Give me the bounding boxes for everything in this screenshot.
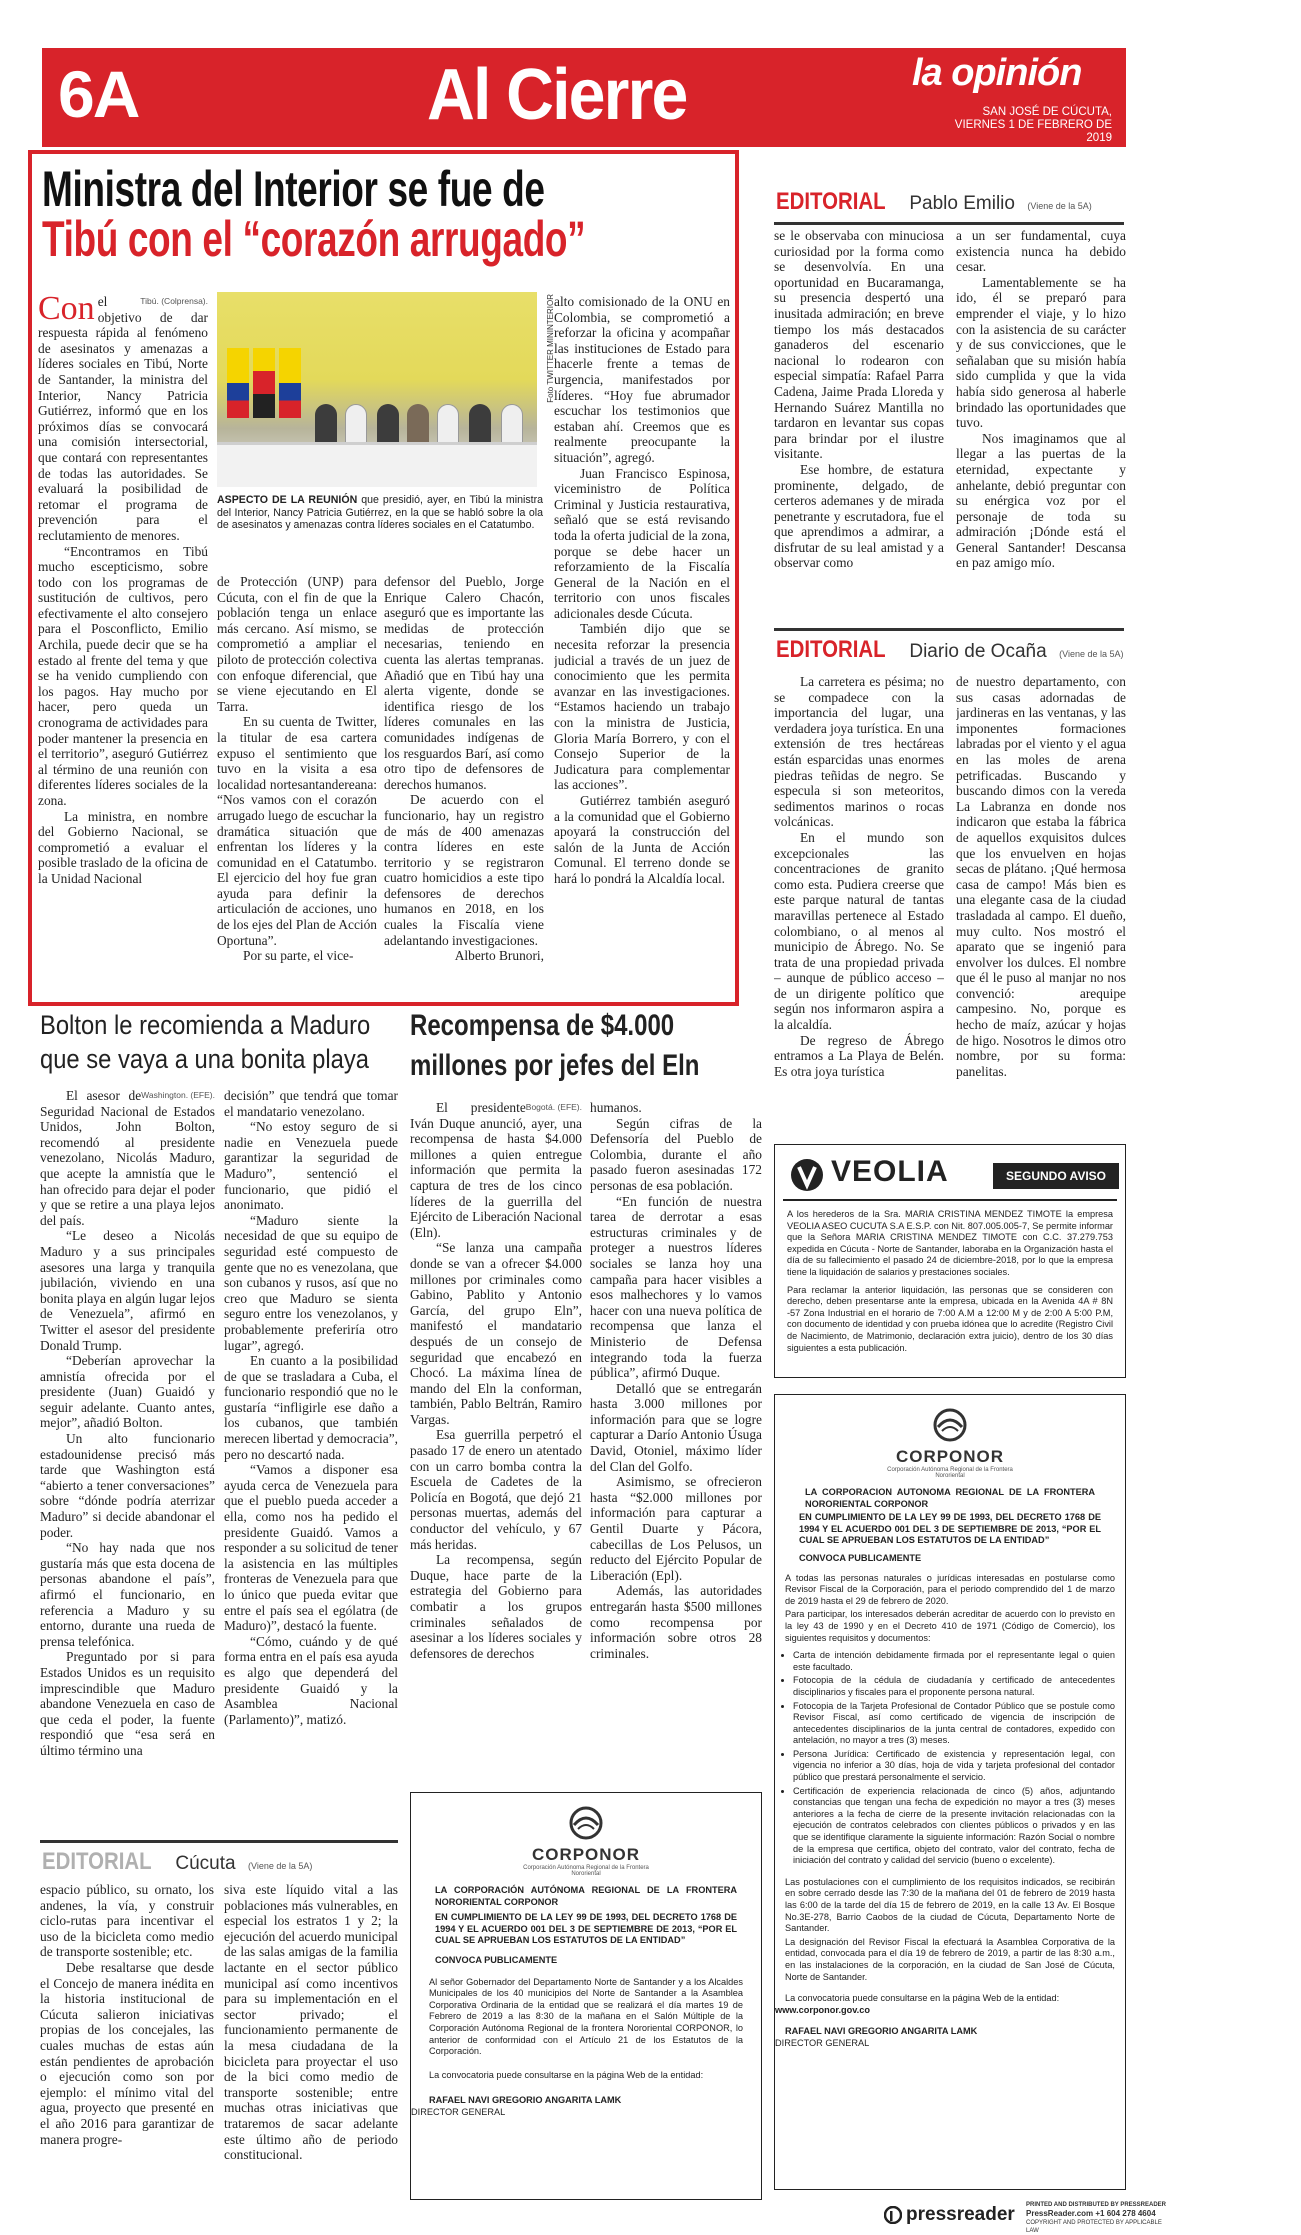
pressreader-line3: COPYRIGHT AND PROTECTED BY APPLICABLE LAW bbox=[1026, 2220, 1162, 2234]
section-title: Al Cierre bbox=[427, 55, 687, 135]
dateline-city: SAN JOSÉ DE CÚCUTA, bbox=[982, 106, 1112, 118]
dateline bbox=[942, 106, 1112, 145]
pressreader-line2: PressReader.com +1 604 278 4604 bbox=[1026, 2209, 1156, 2218]
bolton-headline[interactable] bbox=[40, 1008, 370, 1076]
requirement-item: • Fotocopia de la Tarjeta Profesional de Contador Público que se postule como Revisor Fiscal, así como certificado de vigencia de inscripción de antecedentes disciplinarios de la junta central de contadores, expedido con antelación, no mayor a tres (3) meses. bbox=[793, 1701, 1115, 1747]
editorial-note: (Viene de la 5A) bbox=[1027, 201, 1092, 211]
bolton-byline: Washington. (EFE). bbox=[141, 1090, 215, 1100]
recompensa-paragraph: Asimismo, se ofrecieron hasta “$2.000 millones por información para capturar a Gentil Duarte y Pácora, cabecillas de Los Pelusos, un reducto del Ejército Popular de Liberación (Epl). bbox=[590, 1474, 762, 1583]
newspaper-logo[interactable]: la opinión bbox=[912, 52, 1082, 94]
divider bbox=[40, 1840, 398, 1843]
recompensa-paragraph: Según cifras de la Defensoría del Pueblo de Colombia, durante el año pasado fueron asesinadas 172 personas de esa población. bbox=[590, 1115, 762, 1193]
corponor-logo bbox=[411, 1803, 761, 1877]
lead-paragraph: “Encontramos en Tibú mucho escepticismo, sobre todo con los programas de sustitución de cultivos, pero efectivamente el alto consejero para el Posconflicto, Emilio Archila, puede decir que se ha estado al frente del tema y que se ha venido cumpliendo con los pagos. Hay mucho por hacer, pero queda un cronograma de actividades para poder mantener la presencia en el territorio”, aseguró Gutiérrez al término de una reunión con diferentes líderes sociales de la zona. bbox=[38, 543, 208, 808]
editorial-paragraph: se le observaba con minuciosa curiosidad por la forma como se desenvolvía. En una oportunidad en Bucaramanga, su presencia despertó una inusitada admiración; en breve tiempo los más destacados ganaderos del escenario nacional lo rodearon con especial simpatía: Rafael Parra Cadena, Jaime Prada Lloreda y Hernando Suárez Mantilla no tardaron en levantar sus copas para brindar por el ilustre visitante. bbox=[774, 228, 944, 462]
lead-headline-line1[interactable]: Ministra del Interior se fue de bbox=[42, 161, 545, 217]
corponor-logo bbox=[775, 1405, 1125, 1479]
editorial-label: EDITORIAL bbox=[42, 1848, 152, 1875]
meeting-table bbox=[217, 442, 537, 487]
notice-intro-2: Para participar, los interesados deberán acreditar de acuerdo con lo previsto en la ley 43 de 1990 y en el Decreto 410 de 1971 (Código de Comercio), los siguientes requisitos y documentos: bbox=[785, 1609, 1115, 1643]
divider bbox=[774, 628, 1124, 631]
bolton-paragraph: decisión” que tendrá que tomar el mandatario venezolano. bbox=[224, 1088, 398, 1119]
lead-paragraph: De acuerdo con el funcionario, hay un registro de más de 400 amenazas contra líderes en este territorio y se registraron cuatro homicidios a este tipo defensores de derechos humanos en 2018, en los cuales la Fiscalía viene adelantando investigaciones. bbox=[384, 792, 544, 948]
corponor-tagline: Corporación Autónoma Regional de la Frontera Nororiental bbox=[523, 1865, 649, 1877]
veolia-body: A los herederos de la Sra. MARIA CRISTINA MENDEZ TIMOTE la empresa VEOLIA ASEO CUCUTA S.A E.S.P. con Nit. 807.005.005-7, Se permite informar que la Señora MARIA CRISTINA MENDEZ TIMOTE con C.C. 37.279.753 expedida en Cúcuta - Norte de Santander, laboraba en la Organización hasta el día de su fallecimiento el pasado 24 de diciembre-2018, por lo que la empresa tiene la liquidación de salarios y prestaciones sociales. bbox=[787, 1209, 1113, 1277]
notice-body: Al señor Gobernador del Departamento Norte de Santander y a los Alcaldes Municipales de los 40 municipios del Norte de Santander a la Asamblea Corporativa Ordinaria de la entidad que se realizará el día martes 19 de Febrero de 2019 a las 8:30 de la mañana en el Salón Múltiple de la Corporación Autónoma Regional de la frontera Nororiental CORPONOR, lo anterior de conformidad con el Artículo 21 de los Estatutos de la Corporación. bbox=[429, 1976, 743, 2057]
recompensa-paragraph: El presidente Iván Duque anunció, ayer, una recompensa de hasta $4.000 millones a quien entregue información que permita la captura de tres de los cinco líderes de la guerrilla del Ejército de Liberación Nacional (Eln). bbox=[410, 1100, 582, 1240]
recompensa-paragraph: Detalló que se entregarán hasta 3.000 millones por información para que se logre capturar a Darío Antonio Úsuga David, Otoniel, máximo líder del Clan del Golfo. bbox=[590, 1380, 762, 1474]
caption-text: que presidió, ayer, en Tibú la ministra del Interior, Nancy Patricia Gutiérrez, en la que se habló sobre la ola de asesinatos y amenazas contra líderes sociales en el Catatumbo. bbox=[217, 494, 543, 532]
editorial-ocana-header bbox=[776, 636, 1124, 664]
bolton-headline-line2: que se vaya a una bonita playa bbox=[40, 1044, 369, 1074]
notice-signer-title: DIRECTOR GENERAL bbox=[775, 2037, 870, 2048]
editorial-paragraph: En el mundo son excepcionales las concentraciones de granito como esta. Pudiera creerse que este parque natural de tantas maravillas pertenece al Estado colombiano, o al menos al municipio de Ábrego. No. Se trata de una propiedad privada – aunque de público acceso – de un dirigente político que según nos informaron aspira a la alcaldía. bbox=[774, 829, 944, 1033]
pressreader-info bbox=[1026, 2201, 1176, 2235]
notice-signer: RAFAEL NAVI GREGORIO ANGARITA LAMK bbox=[785, 2026, 978, 2037]
pressreader-brand[interactable]: pressreader bbox=[906, 2204, 1015, 2225]
caption-lead: ASPECTO DE LA REUNIÓN bbox=[217, 494, 358, 506]
editorial-note: (Viene de la 5A) bbox=[248, 1861, 313, 1871]
notice-title: LA CORPORACIÓN AUTÓNOMA REGIONAL DE LA FRONTERA NORORIENTAL CORPONOR bbox=[435, 1885, 737, 1907]
notice-footer: La convocatoria puede consultarse en la página Web de la entidad: bbox=[785, 1993, 1060, 2004]
notice-subtitle: EN CUMPLIMIENTO DE LA LEY 99 DE 1993, DEL DECRETO 1768 DE 1994 Y EL ACUERDO 001 DEL 3 DE SEPTIEMBRE DE 2013, “POR EL CUAL SE APRUEBAN LOS ESTATUTOS DE LA ENTIDAD” bbox=[435, 1912, 737, 1946]
notice-footer: La convocatoria puede consultarse en la página Web de la entidad: bbox=[429, 2069, 704, 2080]
editorial-name: Cúcuta bbox=[175, 1853, 236, 1874]
corponor-emblem-icon bbox=[928, 1405, 972, 1443]
bolton-paragraph: “No estoy seguro de si nadie en Venezuela puede garantizar la seguridad de Maduro”, sentenció el funcionario, que pidió el anonimato. bbox=[224, 1119, 398, 1213]
notice-convoca: CONVOCA PUBLICAMENTE bbox=[799, 1552, 922, 1563]
divider bbox=[774, 222, 1124, 225]
recompensa-headline-line2: millones por jefes del Eln bbox=[410, 1049, 700, 1082]
lead-headline-line2[interactable]: Tibú con el “corazón arrugado” bbox=[42, 211, 586, 267]
notice-title: LA CORPORACION AUTONOMA REGIONAL DE LA FRONTERA NORORIENTAL CORPONOR bbox=[805, 1487, 1095, 1509]
editorial-paragraph: Debe resaltarse que desde el Concejo de manera inédita en la historia institucional de Cúcuta salieron iniciativas propias de los concejales, las cuales muchas de estas aún están pendientes de aprobación o ejecución como son por ejemplo: el mínimo vital del agua, proyecto que presenté en el año 2016 para garantizar de manera progre- bbox=[40, 1959, 214, 2147]
notice-url[interactable]: www.corponor.gov.co bbox=[775, 2004, 870, 2015]
veolia-tag: SEGUNDO AVISO bbox=[993, 1163, 1119, 1189]
editorial-paragraph: Ese hombre, de estatura prominente, delgado, de certeros ademanes y de mirada penetrante y escrutadora, fue el que aprendimos a admirar, a disfrutar de su leal amistad y a observar como bbox=[774, 461, 944, 571]
editorial-paragraph: de nuestro departamento, con sus casas adornadas de jardineras en las ventanas, y las imponentes formaciones labradas por el viento y el agua en las moles de arena petrificadas. Buscando y buscando dimos con la vereda La Labranza en donde nos indicaron que estaba la fábrica de aquellos exquisitos dulces que los envuelven en hojas secas de plátano. ¡Qué hermosa casa de campo! Más bien es una elegante casa de la ciudad trasladada al campo. El dueño, muy culto. Nos mostró el aparato que se ingenió para envolver los dulces. El nombre que él le puso al manjar no nos convenció: arequipe campesino. No, porque es hecho de maíz, azúcar y hojas de higo. Nosotros le dimos otro nombre, por su forma: panelitas. bbox=[956, 674, 1126, 1079]
flag-icon bbox=[253, 348, 275, 418]
photo-caption bbox=[217, 494, 543, 532]
requirements-list bbox=[793, 1644, 1125, 1867]
editorial-name: Pablo Emilio bbox=[909, 193, 1015, 214]
editorial-ocana-col-2 bbox=[956, 674, 1126, 1144]
editorial-cucuta-col-2 bbox=[224, 1882, 398, 2192]
bolton-paragraph: Preguntado por si para Estados Unidos es un requisito imprescindible que Maduro abandone Venezuela en caso de que ceda el poder, la fuente respondió que “esa será en último término una bbox=[40, 1649, 215, 1758]
bolton-paragraph: “Maduro siente la necesidad de que su equipo de seguridad esté compuesto de gente que no es venezolana, que son cubanos y rusos, así que no creo que Maduro se sienta seguro entre los venezolanos, y probablemente preferiría otro lugar”, agregó. bbox=[224, 1212, 398, 1353]
lead-paragraph: defensor del Pueblo, Jorge Enrique Calero Chacón, aseguró que es importante las medidas de protección necesarias, teniendo en cuenta las alertas tempranas. Añadió que en Tibú hay una alerta vigente, donde se identifica riesgo de los líderes comunales en las comunidades indígenas de los resguardos Barí, así como otro tipo de defensores de derechos humanos. bbox=[384, 574, 544, 792]
recompensa-paragraph: Además, las autoridades entregarán hasta $500 millones como recompensa por información sobre otros 28 criminales. bbox=[590, 1583, 762, 1661]
editorial-paragraph: a un ser fundamental, cuya existencia nunca ha debido cesar. bbox=[956, 228, 1126, 275]
lead-story bbox=[28, 150, 739, 1006]
recompensa-paragraph: “En función de nuestra tarea de derrotar a esas estructuras criminales y de proteger a nuestros líderes sociales se lanza hoy una campaña para hacer visibles a esos malhechores y lo vamos hacer con una nueva política de recompensa que lanza el Ministerio de Defensa integrando toda la fuerza pública”, afirmó Duque. bbox=[590, 1193, 762, 1381]
corponor-brand: CORPONOR bbox=[531, 1845, 641, 1864]
recompensa-column-2 bbox=[590, 1100, 762, 1750]
editorial-paragraph: espacio público, su ornato, los andenes, la vía, y construir ciclo-rutas para incentivar el uso de la bicicleta como medio de transporte sostenible; etc. bbox=[40, 1882, 214, 1960]
bolton-paragraph: “Vamos a disponer esa ayuda cerca de Venezuela para que el pueblo pueda acceder a ella, como nos ha pedido el presidente Guaidó. Vamos a responder a su solicitud de tener la asistencia en las múltiples fronteras de Venezuela para que lo único que pueda evitar que entre el país sea el ególatra (de Maduro)”, destacó la fuente. bbox=[224, 1462, 398, 1634]
editorial-note: (Viene de la 5A) bbox=[1059, 649, 1124, 659]
notice-subtitle: EN CUMPLIMIENTO DE LA LEY 99 DE 1993, DEL DECRETO 1768 DE 1994 Y EL ACUERDO 001 DEL 3 DE SEPTIEMBRE DE 2013, “POR EL CUAL SE APRUEBAN LOS ESTATUTOS DE LA ENTIDAD” bbox=[799, 1512, 1101, 1546]
masthead bbox=[42, 48, 1126, 147]
dateline-date: VIERNES 1 DE FEBRERO DE 2019 bbox=[954, 119, 1112, 144]
lead-paragraph: Por su parte, el vice- bbox=[243, 948, 354, 964]
bolton-paragraph: En cuanto a la posibilidad de que se trasladara a Cuba, el funcionario respondió que no le gustaría “infligirle ese daño a los cubanos, que también merecen libertad y democracia”, pero no descartó nada. bbox=[224, 1353, 398, 1462]
lead-paragraph: Juan Francisco Espinosa, viceministro de Política Criminal y Justicia restaurativa, señaló que se está revisando toda la oferta judicial de la zona, porque se debe hacer un reforzamiento de la Fiscalía General de la Nación en el territorio con unos fiscales adicionales desde Cúcuta. bbox=[554, 465, 730, 621]
lead-byline: Tibú. (Colprensa). bbox=[140, 296, 208, 306]
corponor-notice-large bbox=[774, 1394, 1126, 2190]
bolton-column-2 bbox=[224, 1088, 398, 1824]
notice-closing: Las postulaciones con el cumplimiento de los requisitos indicados, se recibirán en sobre cerrado desde las 7:30 de la mañana del 01 de febrero de 2019 hasta las 6:00 de la tarde del día 15 de febrero de 2019, en la calle 13 Av. El Bosque No.3E-278, Barrio Caobos de la ciudad de Cúcuta, Departamento Norte de Santander. bbox=[785, 1876, 1115, 1934]
lead-column-2 bbox=[217, 574, 377, 994]
recompensa-column-1 bbox=[410, 1100, 582, 1750]
lead-column-1 bbox=[38, 294, 208, 994]
meeting-photo[interactable] bbox=[217, 292, 537, 487]
editorial-pablo-col-1 bbox=[774, 228, 944, 598]
flag-icon bbox=[279, 348, 301, 418]
editorial-paragraph: Lamentablemente se ha ido, él se preparó para emprender el viaje, y lo hizo con la asistencia de su carácter y de sus convicciones, que le señalaban que su misión había sido cumplida y que la vida había sido generosa al haberle brindado las oportunidades que tuvo. bbox=[956, 274, 1126, 431]
notice-signer: RAFAEL NAVI GREGORIO ANGARITA LAMK bbox=[429, 2095, 622, 2106]
editorial-ocana-col-1 bbox=[774, 674, 944, 1144]
pressreader-footer bbox=[876, 2198, 1176, 2232]
corponor-tagline: Corporación Autónoma Regional de la Frontera Nororiental bbox=[887, 1467, 1013, 1479]
requirement-item: • Persona Jurídica: Certificado de existencia y representación legal, con vigencia no inferior a 30 días, hoja de vida y tarjeta profesional del contador público que prestará personalmente el servicio. bbox=[793, 1749, 1115, 1784]
lead-paragraph: En su cuenta de Twitter, la titular de esa cartera expuso el sentimiento que tuvo en la visita a esa localidad nortesantandereana: “Nos vamos con el corazón arrugado luego de escuchar la dramática situación que enfrentan los líderes y la comunidad en el Catatumbo. El ejercicio del hoy fue gran ayuda para definir la articulación de acciones, uno de los ejes del Plan de Acción Oportuna”. bbox=[217, 714, 377, 948]
veolia-brand: VEOLIA bbox=[831, 1155, 949, 1188]
recompensa-byline: Bogotá. (EFE). bbox=[525, 1102, 582, 1112]
requirement-item: • Carta de intención debidamente firmada por el representante legal o quien este facultado. bbox=[793, 1650, 1115, 1673]
lead-column-4 bbox=[554, 294, 730, 994]
recompensa-headline-line1: Recompensa de $4.000 bbox=[410, 1009, 675, 1042]
page-number: 6A bbox=[58, 57, 139, 131]
requirement-item: • Fotocopia de la cédula de ciudadanía y certificado de antecedentes disciplinarios y fiscales para el proponente persona natural. bbox=[793, 1675, 1115, 1698]
recompensa-paragraph: Esa guerrilla perpetró el pasado 17 de enero un atentado con un carro bomba contra la Escuela de Cadetes de la Policía en Bogotá, que dejó 21 personas muertas, además del conductor del vehículo, y 67 más heridas. bbox=[410, 1427, 582, 1552]
lead-paragraph: alto comisionado de la ONU en Colombia, se comprometió a reforzar la oficina y acompañar las instituciones de Estado para hacerle frente a temas de urgencia, manifestados por líderes. “Hoy fue abrumador escuchar los testimonios que estaban ahí. Creemos que es realmente preocupante la situación”, agregó. bbox=[554, 294, 730, 465]
lead-paragraph: Alberto Brunori, bbox=[454, 948, 544, 964]
veolia-body-2: Para reclamar la anterior liquidación, las personas que se consideren con derecho, deben presentarse ante la empresa, ubicada en la Avenida 4A # 8N -57 Zona Industrial en el horario de 7:00 A.M a 12:00 M y de 2:00 A 5:00 P.M, con documento de identidad y con prueba idónea que lo acredite (Registro Civil de Nacimiento, de Matrimonio, declaración extra juicio), dentro de los 30 días siguientes a esta publicación. bbox=[787, 1284, 1113, 1353]
bolton-paragraph: “No hay nada que nos gustaría más que esta docena de personas abandone el país”, afirmó el funcionario, en referencia a Maduro y su entorno, durante una rueda de prensa telefónica. bbox=[40, 1540, 215, 1649]
corponor-emblem-icon bbox=[564, 1803, 608, 1841]
editorial-paragraph: La carretera es pésima; no se compadece con la importancia del lugar, una verdadera joya turística. En una extensión de tres hectáreas están esparcidas unas enormes piedras teñidas de negro. Se especula si son meteoritos, sedimentos marinos o rocas volcánicas. bbox=[774, 674, 944, 830]
editorial-pablo-col-2 bbox=[956, 228, 1126, 598]
bolton-paragraph: “Le deseo a Nicolás Maduro y a sus principales asesores una larga y tranquila jubilación, viviendo en una bonita playa en algún lugar lejos de Venezuela”, afirmó en Twitter el asesor del presidente Donald Trump. bbox=[40, 1228, 215, 1353]
notice-convoca: CONVOCA PUBLICAMENTE bbox=[435, 1954, 558, 1965]
recompensa-paragraph: “Se lanza una campaña donde se van a ofrecer $4.000 millones por criminales como Gabino, Pablito y Antonio García, del grupo Eln”, manifestó el mandatario después de un consejo de seguridad que encabezó en Chocó. La máxima línea de mando del Eln la conforman, también, Pablo Beltrán, Ramiro Vargas. bbox=[410, 1240, 582, 1427]
bolton-paragraph: “Cómo, cuándo y de qué forma entra en el país esa ayuda es algo que dependerá del presidente Guaidó y la Asamblea Nacional (Parlamento)”, matizó. bbox=[224, 1633, 398, 1727]
editorial-label: EDITORIAL bbox=[776, 188, 886, 215]
editorial-name: Diario de Ocaña bbox=[909, 641, 1047, 662]
editorial-paragraph: Nos imaginamos que al llegar a las puertas de la eternidad, expectante y anhelante, debió preguntar con su enérgica voz por el personaje de toda su admiración ¡Dónde está el General Santander! Descansa en paz amigo mío. bbox=[956, 430, 1126, 571]
lead-paragraph: de Protección (UNP) para Cúcuta, con el fin de que la población tenga un enlace más cercano. Así mismo, se comprometió a ampliar el piloto de protección colectiva con enfoque diferencial, que se viene ejecutando en El Tarra. bbox=[217, 574, 377, 714]
lead-column-3 bbox=[384, 574, 544, 994]
pressreader-logo-icon bbox=[884, 2206, 902, 2224]
photo-credit: Foto TWITTER MININTERIOR bbox=[546, 294, 555, 403]
flag-icon bbox=[227, 348, 249, 418]
recompensa-paragraph: La recompensa, según Duque, hace parte de la estrategia del Gobierno para combatir a los grupos criminales señalados de asesinar a los líderes sociales y defensores de derechos bbox=[410, 1552, 582, 1661]
bolton-paragraph: Un alto funcionario estadounidense precisó más tarde que Washington está “abierto a tener conversaciones” sobre “dónde podría aterrizar Maduro” si decide abandonar el poder. bbox=[40, 1431, 215, 1540]
lead-paragraph: el objetivo de dar respuesta rápida al fenómeno de asesinatos y amenazas a líderes sociales en Tibú, Norte de Santander, la ministra del Interior, Nancy Patricia Gutiérrez, informó que en los próximos días se convocará una comisión intersectorial, que contará con representantes de todas las autoridades. Se evaluará la posibilidad de retomar el programa de prevención para el reclutamiento de menores. bbox=[38, 294, 208, 543]
notice-closing-2: La designación del Revisor Fiscal la efectuará la Asamblea Corporativa de la entidad, convocada para el día 19 de febrero de 2019, a partir de las 8:30 a.m., en las instalaciones de la corporación, en la ciudad de San José de Cúcuta, Norte de Santander. bbox=[785, 1936, 1115, 1982]
lead-paragraph: La ministra, en nombre del Gobierno Nacional, se comprometió a evaluar el posible traslado de la oficina de la Unidad Nacional bbox=[38, 808, 208, 886]
requirement-item: • Certificación de experiencia relacionada de cinco (5) años, adjuntando constancias que tengan una fecha de expedición no mayor a tres (3) meses anteriores a la fecha de cierre de la presente invitación relacionadas con la ejecución de contratos celebrados con clientes públicos o privados y en las que se identifique claramente la siguiente información: Razón Social o nombre de la empresa que certifica, objeto del contrato, valor del contrato, fecha de iniciación del contrato y calidad del servicio (bueno o excelente). bbox=[793, 1786, 1115, 1867]
recompensa-headline[interactable] bbox=[410, 1006, 699, 1086]
veolia-header bbox=[783, 1151, 1117, 1201]
editorial-cucuta-header bbox=[42, 1848, 312, 1876]
editorial-paragraph: De regreso de Ábrego entramos a La Playa de Belén. Es otra joya turística bbox=[774, 1032, 944, 1079]
editorial-pablo-header bbox=[776, 188, 1092, 216]
bolton-paragraph: “Deberían aprovechar la amnistía ofrecida por el presidente (Juan) Guaidó y seguir adelante. Cuanto antes, mejor”, añadió Bolton. bbox=[40, 1353, 215, 1431]
veolia-notice bbox=[774, 1144, 1126, 1378]
notice-intro: A todas las personas naturales o jurídicas interesadas en postularse como Revisor Fiscal de la Corporación, para el periodo comprendido del 1 de marzo de 2019 hasta el 29 de febrero de 2020. bbox=[785, 1572, 1115, 1606]
notice-signer-title: DIRECTOR GENERAL bbox=[411, 2106, 506, 2117]
veolia-logo-icon bbox=[789, 1157, 825, 1193]
lead-paragraph: Gutiérrez también aseguró a la comunidad que el Gobierno apoyará la construcción del salón de la Junta de Acción Comunal. El terreno donde se hará lo pondrá la Alcaldía local. bbox=[554, 793, 730, 886]
editorial-label: EDITORIAL bbox=[776, 636, 886, 663]
recompensa-paragraph: humanos. bbox=[590, 1100, 642, 1115]
lead-paragraph: También dijo que se necesita reforzar la presencia judicial a través de un juez de conocimiento que les permita avanzar en las investigaciones. “Estamos haciendo un trabajo con la ministra de Justicia, Gloria María Borrero, y con el Consejo Superior de la Judicatura para complementar las acciones”. bbox=[554, 621, 730, 793]
dropcap: Con bbox=[38, 294, 95, 327]
corponor-notice-small bbox=[410, 1792, 762, 2200]
editorial-cucuta-col-1 bbox=[40, 1882, 214, 2192]
corponor-brand: CORPONOR bbox=[895, 1447, 1005, 1466]
bolton-paragraph: El asesor de Seguridad Nacional de Estados Unidos, John Bolton, recomendó al presidente venezolano, Nicolás Maduro, que acepte la amnistía que le han ofrecido para dejar el poder y que se retire a una playa lejos del país. bbox=[40, 1088, 215, 1228]
pressreader-line1: PRINTED AND DISTRIBUTED BY PRESSREADER bbox=[1026, 2202, 1167, 2208]
bolton-column-1 bbox=[40, 1088, 215, 1824]
bolton-headline-line1: Bolton le recomienda a Maduro bbox=[40, 1010, 371, 1040]
editorial-paragraph: siva este líquido vital a las poblaciones más vulnerables, en especial los estratos 1 y 2; la ejecución del acuerdo municipal de las salas amigas de la familia lactante en el sector público municipal así como incentivos para su implementación en el sector privado; el funcionamiento permanente de la mesa ciudadana de la bicicleta para proyectar el uso de la bici como medio de transporte sostenible; entre muchas otras iniciativas que trataremos de sacar adelante este último año de periodo constitucional. bbox=[224, 1882, 398, 2163]
